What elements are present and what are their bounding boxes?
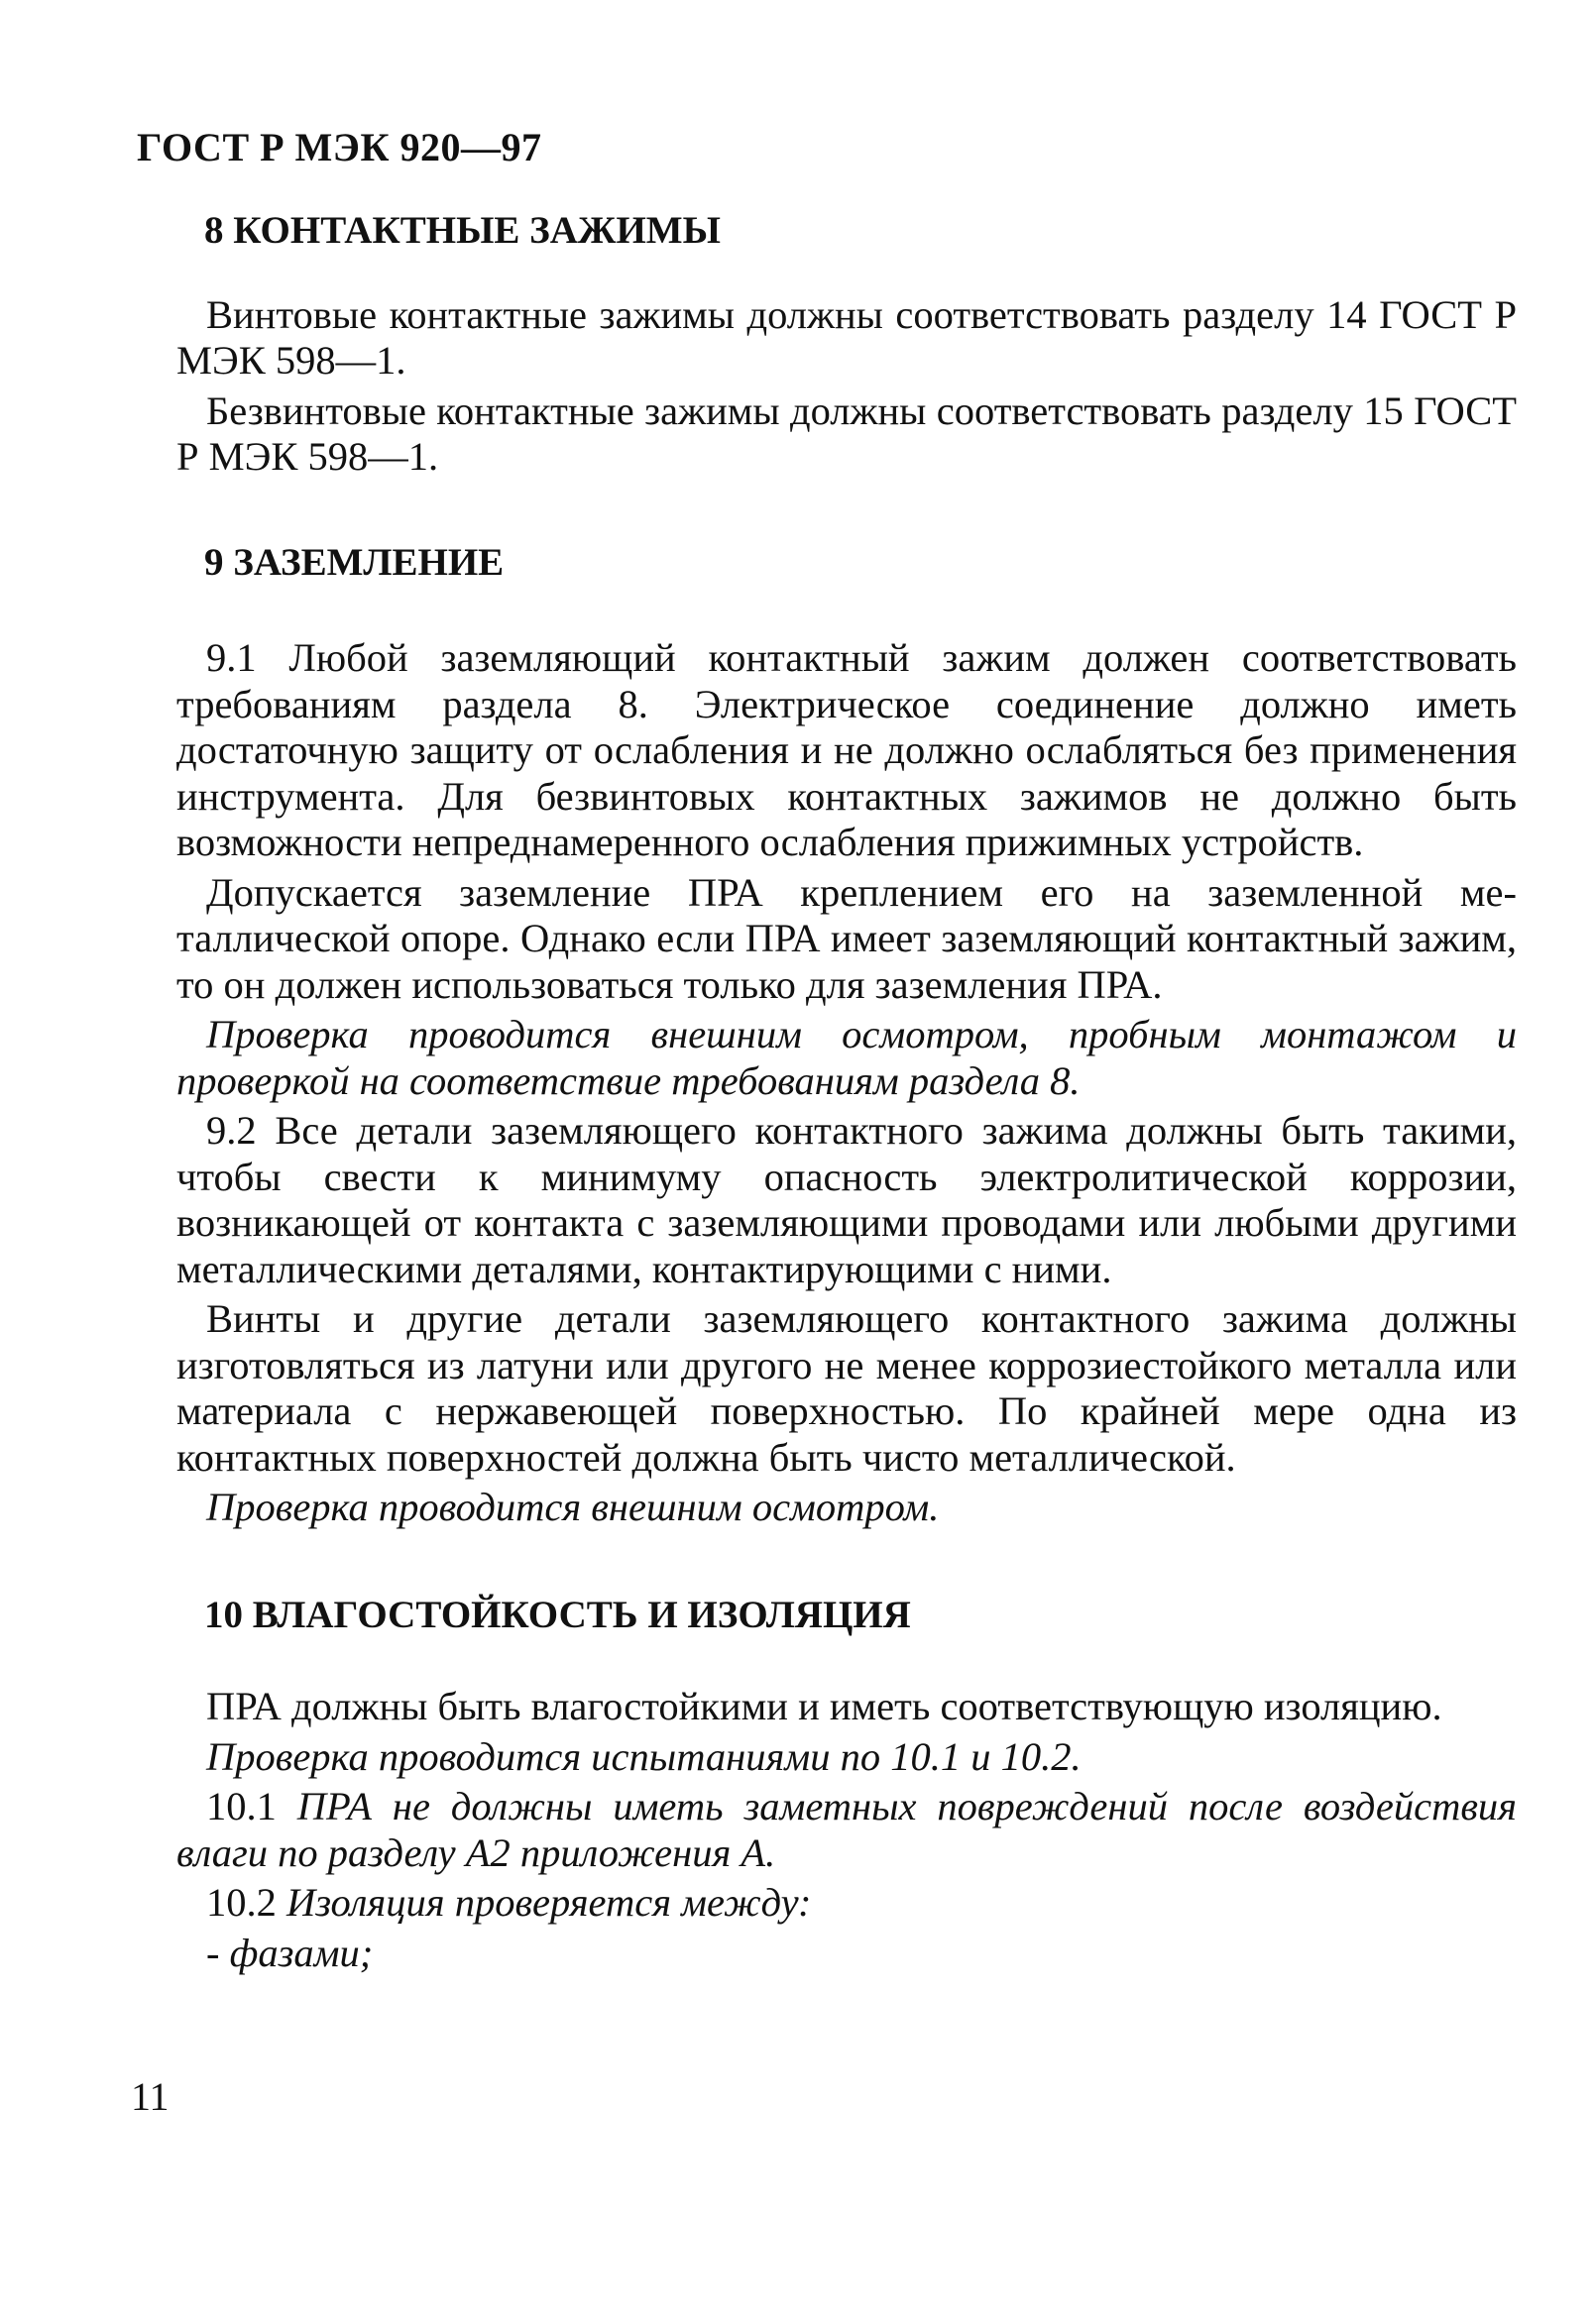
document-body: [176, 208, 1517, 1976]
document-header: ГОСТ Р МЭК 920—97: [137, 125, 542, 169]
clause-10-2-text: Изоляция проверяется между:: [286, 1880, 812, 1925]
section-9-paragraph-grounding: Допускается заземление ПРА креплением его на заземленной металлической опоре. Однако если ПРА имеет заземляющий контактный зажим, то он должен использоваться только для заземления ПРА.: [176, 869, 1517, 1007]
section-9-paragraph-screws: Винты и другие детали заземляющего контактного зажима должны изготовляться из латуни или другого не менее коррозиестойкого металла или материала с нержавеющей поверхностью. По крайней мере одна из контактных поверхностей должна быть чисто металлической.: [176, 1296, 1517, 1480]
section-9-heading: 9 ЗАЗЕМЛЕНИЕ: [204, 540, 505, 584]
clause-9-1-paragraph: 9.1 Любой заземляющий контактный зажим должен соответствовать требованиям раздела 8. Электрическое соединение должно иметь достаточную защиту от ослабления и не должно ослабляться без применения инструмента. Для безвинтовых контактных зажимов не должно быть возможности непреднамеренного ослабления прижимных устройств.: [176, 635, 1517, 864]
section-8-heading: 8 КОНТАКТНЫЕ ЗАЖИМЫ: [204, 209, 721, 252]
clause-9-2-paragraph: 9.2 Все детали заземляющего контактного зажима должны быть такими, чтобы свести к минимуму опасность электролитической коррозии, возникающей от контакта с заземляющими проводами или любыми другими металлическими деталями, контактирующими с ними.: [176, 1108, 1517, 1291]
section-10-paragraph-1: ПРА должны быть влагостойкими и иметь соответствующую изоляцию.: [206, 1684, 1442, 1728]
clause-10-1-text: ПРА не должны иметь заметных повреждений после воздействия влаги по разделу А2 приложения А.: [176, 1784, 1517, 1875]
section-10-heading: 10 ВЛАГОСТОЙКОСТЬ И ИЗОЛЯЦИЯ: [204, 1593, 911, 1636]
clause-10-2-number: 10.2: [206, 1880, 277, 1925]
section-9-check-note-2: Проверка проводится внешним осмотром.: [206, 1485, 940, 1529]
section-10-check-note: Проверка проводится испытаниями по 10.1 и 10.2.: [206, 1733, 1082, 1779]
clause-10-1-paragraph: [176, 1784, 1517, 1876]
list-item-phases: - фазами;: [206, 1930, 374, 1975]
clause-10-2-paragraph: [176, 1880, 1517, 1927]
section-8-paragraph-2: Безвинтовые контактные зажимы должны соответствовать разделу 15 ГОСТ Р МЭК 598—1.: [176, 387, 1517, 479]
section-9-check-note-1: Проверка проводится внешним осмотром, пробным монтажом и проверкой на соответствие требованиям раздела 8.: [176, 1012, 1517, 1103]
section-8-paragraph-1: Винтовые контактные зажимы должны соответствовать разделу 14 ГОСТ Р МЭК 598—1.: [176, 291, 1517, 383]
page-number: 11: [131, 2074, 170, 2119]
clause-10-1-number: 10.1: [206, 1784, 277, 1828]
